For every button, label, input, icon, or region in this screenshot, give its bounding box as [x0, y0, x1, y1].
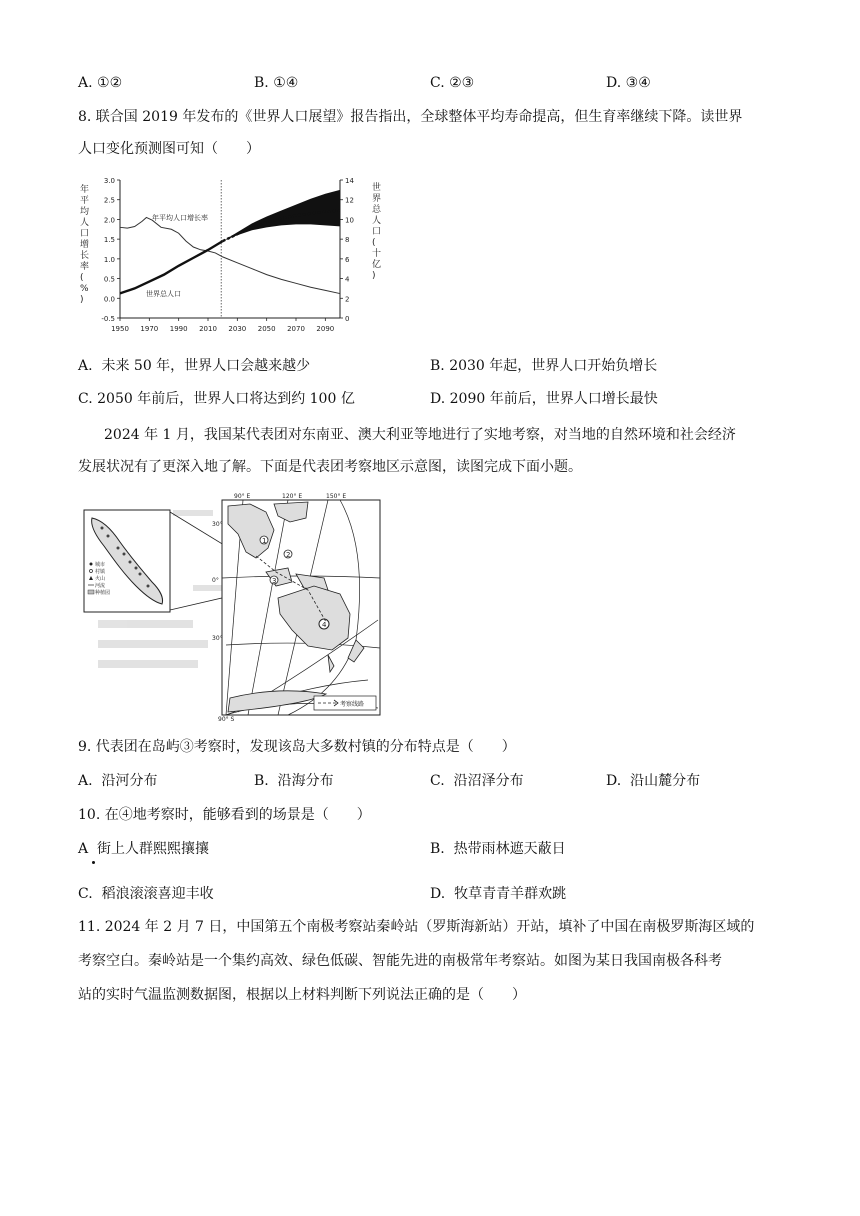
q10-option-b: B. 热带雨林遮天蔽日: [430, 841, 566, 857]
q9-option-c: C. 沿沼泽分布: [430, 773, 524, 789]
map-label-lat-0: 0°: [212, 577, 219, 584]
q8-stem-line2: 人口变化预测图可知（ ）: [78, 141, 260, 157]
population-line-historic: [120, 241, 223, 293]
q8-option-b: B. 2030 年起，世界人口开始负增长: [430, 358, 658, 374]
right-tick-label: 14: [345, 177, 354, 185]
right-axis-label-char: 世: [372, 183, 382, 193]
x-tick-label: 1950: [111, 325, 129, 333]
q10-stem: 10. 在④地考察时，能够看到的场景是（ ）: [78, 807, 371, 823]
left-tick-label: 0.5: [103, 275, 115, 284]
left-axis-label-char: 人: [80, 218, 90, 228]
map-label-lat-30s: 30°: [212, 635, 223, 642]
left-tick-label: 2.0: [103, 216, 115, 225]
map-legend: [314, 696, 376, 710]
left-tick-label: 1.5: [103, 236, 115, 245]
left-tick-label: 2.5: [103, 196, 115, 205]
q7-option-a: A. ①②: [78, 75, 123, 91]
q9-stem: 9. 代表团在岛屿③考察时，发现该岛大多数村镇的分布特点是（ ）: [78, 739, 516, 755]
q8-option-c: C. 2050 年前后，世界人口将达到约 100 亿: [78, 391, 355, 407]
q8-option-d: D. 2090 年前后，世界人口增长最快: [430, 391, 658, 407]
x-tick-label: 2010: [199, 325, 217, 333]
q10-option-d: D. 牧草青青羊群欢跳: [430, 886, 567, 902]
q11-line2: 考察空白。秦岭站是一个集约高效、绿色低碳、智能先进的南极常年考察站。如图为某日我国南极各科考: [78, 953, 722, 969]
right-axis-label-char: ): [372, 271, 376, 281]
left-tick-label: 0.0: [103, 295, 115, 304]
q9-option-a: A. 沿河分布: [78, 773, 158, 789]
q7-option-d: D. ③④: [606, 75, 651, 91]
x-tick-label: 2030: [228, 325, 247, 333]
left-axis-label-char: 率: [80, 262, 90, 272]
svg-text:3: 3: [272, 577, 277, 585]
svg-text:2: 2: [286, 551, 291, 559]
inset-legend-3: 河流: [95, 583, 106, 589]
left-axis-label-char: ): [80, 295, 84, 305]
map-label-90s: 90° S: [218, 716, 235, 723]
left-axis-label-char: %: [80, 284, 89, 294]
left-axis-label-char: (: [80, 273, 84, 283]
right-axis-label-char: 口: [372, 227, 382, 237]
x-tick-label: 2070: [287, 325, 305, 333]
right-axis-label-char: 十: [372, 249, 382, 259]
main-map: [212, 493, 380, 723]
left-axis-label-char: 增: [80, 240, 90, 250]
inset-legend-1: 村镇: [95, 569, 106, 575]
growth-rate-label: 年平均人口增长率: [152, 214, 208, 222]
map-label-lat-30n: 30°: [212, 521, 223, 528]
left-tick-label: -0.5: [101, 315, 115, 323]
right-tick-label: 4: [345, 275, 350, 284]
svg-text:4: 4: [322, 621, 327, 629]
q8-option-a: A. 未来 50 年，世界人口会越来越少: [78, 358, 311, 374]
svg-text:1: 1: [262, 537, 267, 545]
inset-legend-0: 城市: [95, 562, 106, 568]
right-axis-label-char: (: [372, 238, 376, 248]
right-tick-label: 10: [345, 216, 354, 225]
right-tick-label: 8: [345, 236, 350, 245]
growth-rate-line: [120, 217, 340, 293]
map-label-150e: 150° E: [326, 493, 347, 500]
map-label-90e: 90° E: [234, 493, 251, 500]
passage-line1: 2024 年 1 月，我国某代表团对东南亚、澳大利亚等地进行了实地考察，对当地的自然环境和社会经济: [104, 427, 736, 443]
q10-option-a: A 街上人群熙熙攘攘: [78, 841, 210, 857]
q11-line3: 站的实时气温监测数据图，根据以上材料判断下列说法正确的是（ ）: [78, 987, 526, 1003]
q9-option-d: D. 沿山麓分布: [606, 773, 701, 789]
q7-option-b: B. ①④: [254, 75, 299, 91]
q7-option-c: C. ②③: [430, 75, 475, 91]
right-tick-label: 12: [345, 196, 354, 205]
x-tick-label: 2050: [257, 325, 276, 333]
left-tick-label: 1.0: [103, 255, 115, 264]
right-axis-label-char: 界: [372, 194, 382, 204]
right-axis-label-char: 总: [372, 205, 382, 215]
q10-option-c: C. 稻浪滚滚喜迎丰收: [78, 886, 214, 902]
passage-line2: 发展状况有了更深入地了解。下面是代表团考察地区示意图，读图完成下面小题。: [78, 459, 582, 475]
population-label: 世界总人口: [146, 290, 181, 298]
left-axis-label-char: 均: [80, 207, 90, 217]
left-tick-label: 3.0: [103, 177, 115, 185]
left-axis-label-char: 平: [80, 196, 90, 206]
x-tick-label: 2090: [316, 325, 335, 333]
q9-option-b: B. 沿海分布: [254, 773, 334, 789]
left-axis-label-char: 年: [80, 185, 90, 195]
right-tick-label: 2: [345, 295, 350, 304]
map-label-120e: 120° E: [282, 493, 303, 500]
right-tick-label: 0: [345, 315, 350, 323]
population-chart: [74, 170, 394, 344]
q11-line1: 11. 2024 年 2 月 7 日，中国第五个南极考察站秦岭站（罗斯海新站）开站，填补了中国在南极罗斯海区域的: [78, 919, 755, 935]
left-axis-label-char: 口: [80, 229, 90, 239]
stray-dot: [92, 861, 95, 864]
survey-map: [78, 490, 384, 725]
inset-legend-4: 种植园: [95, 590, 111, 596]
right-tick-label: 6: [345, 255, 350, 264]
q8-stem-line1: 8. 联合国 2019 年发布的《世界人口展望》报告指出，全球整体平均寿命提高，但生育率继续下降。读世界: [78, 109, 743, 125]
x-tick-label: 1970: [140, 325, 159, 333]
legend-route-label: 考察线路: [340, 701, 365, 708]
x-tick-label: 1990: [169, 325, 188, 333]
inset-legend-2: 火山: [95, 576, 106, 582]
left-axis-label-char: 长: [80, 251, 90, 261]
inset-map: [84, 510, 170, 612]
population-projection-band: [223, 190, 340, 241]
right-axis-label-char: 亿: [372, 260, 382, 270]
right-axis-label-char: 人: [372, 216, 382, 226]
